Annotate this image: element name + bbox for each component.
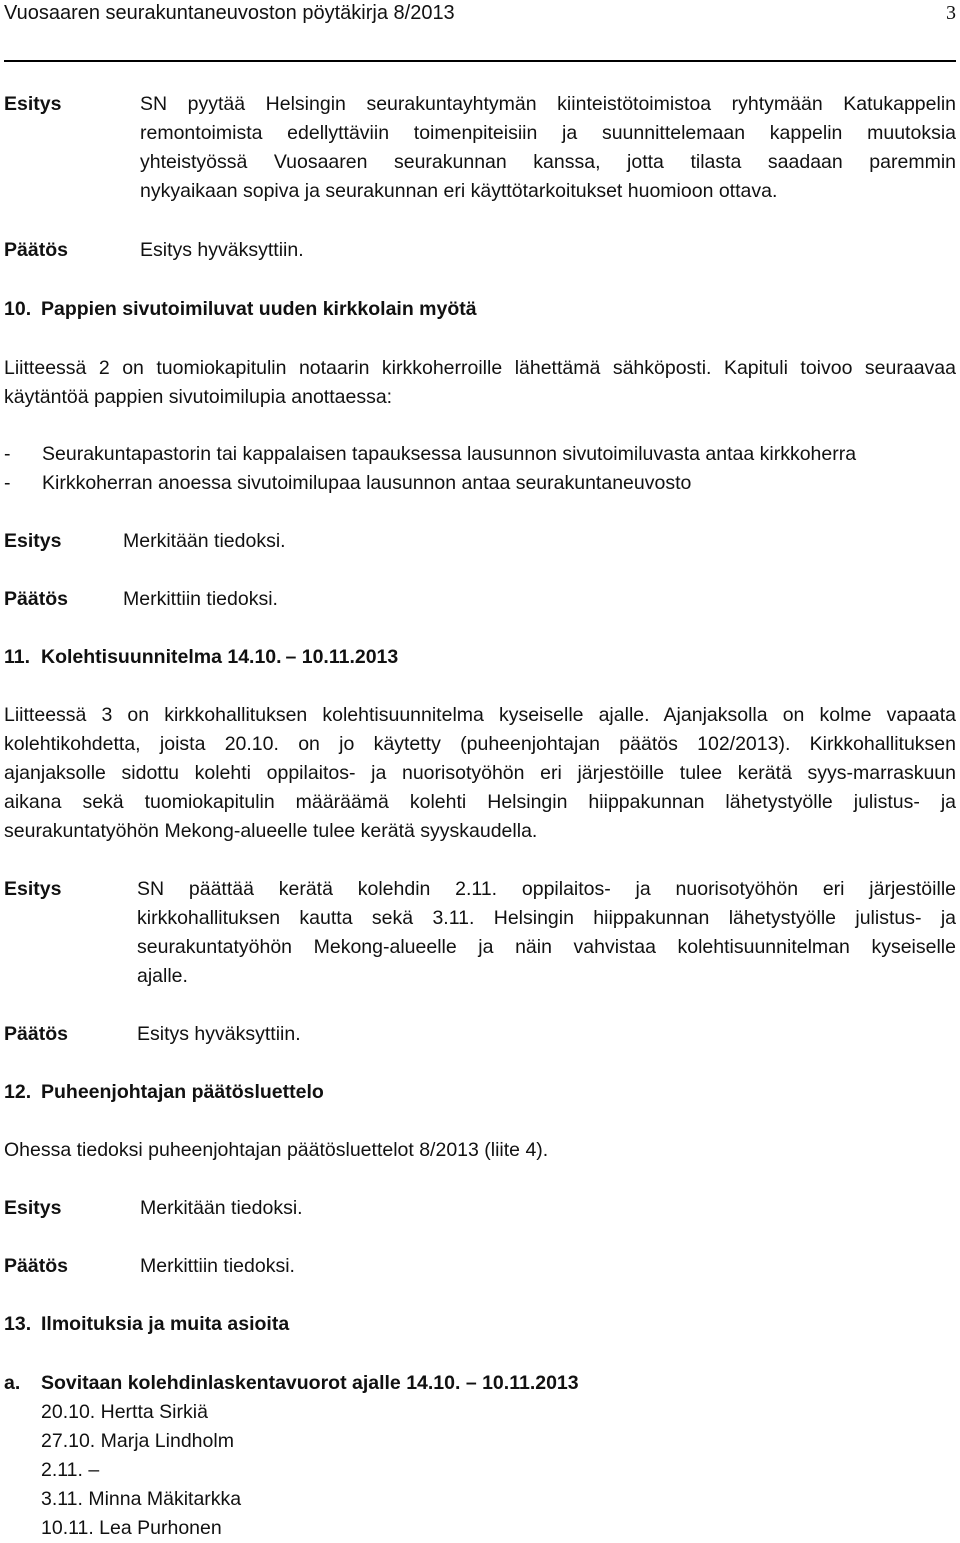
- text-line: ajanjaksolle sidottu kolehti oppilaitos- ja nuorisotyöhön eri järjestöille tulee kerätä syys-marraskuun: [4, 762, 956, 784]
- section-number: 12.: [4, 1081, 32, 1103]
- item10-paatos-text: Merkittiin tiedoksi.: [123, 588, 278, 610]
- page-header: [4, 0, 956, 40]
- subsection-letter: a.: [4, 1372, 21, 1394]
- list-item: 10.11. Lea Purhonen: [41, 1517, 222, 1539]
- esitys-label: Esitys: [4, 530, 62, 552]
- item9-paatos-text: Esitys hyväksyttiin.: [140, 239, 304, 261]
- text-line: Liitteessä 2 on tuomiokapitulin notaarin kirkkoherroille lähettämä sähköposti. Kapituli toivoo seuraavaa: [4, 357, 956, 379]
- section-heading-11: [4, 643, 398, 672]
- text-line: kirkkohallituksen kautta sekä 3.11. Helsingin hiippakunnan lähetystyölle julistus- ja: [137, 907, 956, 929]
- item11-esitys-text: [137, 875, 956, 991]
- dash-marker: -: [4, 443, 11, 465]
- text-line: aikana sekä tuomiokapitulin määräämä kolehti Helsingin hiippakunnan lähetystyölle julistus- ja: [4, 791, 956, 813]
- paatos-label: Päätös: [4, 1255, 68, 1277]
- list-item: 3.11. Minna Mäkitarkka: [41, 1488, 242, 1510]
- item12-paatos-text: Merkittiin tiedoksi.: [140, 1255, 295, 1277]
- section-title: Puheenjohtajan päätösluettelo: [41, 1081, 324, 1103]
- esitys-label: Esitys: [4, 878, 62, 900]
- text-line: kolehtikohdetta, joista 20.10. on jo käytetty (puheenjohtajan päätös 102/2013). Kirkkohallituksen: [4, 733, 956, 755]
- section-heading-13: [4, 1310, 289, 1339]
- section-title: Kolehtisuunnitelma 14.10. – 10.11.2013: [41, 646, 399, 668]
- section-number: 13.: [4, 1313, 32, 1335]
- item10-esitys-text: Merkitään tiedoksi.: [123, 530, 286, 552]
- text-line: nykyaikaan sopiva ja seurakunnan eri käyttötarkoitukset huomioon ottava.: [140, 180, 778, 202]
- counting-shift-list: [41, 1398, 541, 1543]
- item12-body: Ohessa tiedoksi puheenjohtajan päätösluettelot 8/2013 (liite 4).: [4, 1139, 549, 1161]
- paatos-label: Päätös: [4, 588, 68, 610]
- bullet-item: [4, 469, 691, 498]
- section-number: 10.: [4, 298, 32, 320]
- document-title: Vuosaaren seurakuntaneuvoston pöytäkirja 8/2013: [4, 2, 455, 24]
- item12-esitys-text: Merkitään tiedoksi.: [140, 1197, 303, 1219]
- list-item: 2.11. –: [41, 1459, 100, 1481]
- list-item: 20.10. Hertta Sirkiä: [41, 1401, 208, 1423]
- subsection-heading-a: [4, 1369, 579, 1398]
- text-line: Liitteessä 3 on kirkkohallituksen kolehtisuunnitelma kyseiselle ajalle. Ajanjaksolla on kolme vapaata: [4, 704, 956, 726]
- text-line: remontoimista edellyttäviin toimenpiteisiin ja suunnittelemaan kappelin muutoksia: [140, 122, 956, 144]
- section-heading-12: [4, 1078, 324, 1107]
- text-line: seurakuntatyöhön Mekong-alueelle ja näin vahvistaa kolehtisuunnitelman kyseiselle: [137, 936, 956, 958]
- page-number: 3: [946, 2, 956, 24]
- text-line: käytäntöä pappien sivutoimilupia anottaessa:: [4, 386, 393, 408]
- bullet-text: Kirkkoherran anoessa sivutoimilupaa lausunnon antaa seurakuntaneuvosto: [42, 472, 692, 494]
- section-title: Ilmoituksia ja muita asioita: [41, 1313, 290, 1335]
- text-line: SN päättää kerätä kolehdin 2.11. oppilaitos- ja nuorisotyöhön eri järjestöille: [137, 878, 956, 900]
- item9-esitys-text: [140, 90, 956, 206]
- item11-paatos-text: Esitys hyväksyttiin.: [137, 1023, 301, 1045]
- bullet-text: Seurakuntapastorin tai kappalaisen tapauksessa lausunnon sivutoimiluvasta antaa kirkkoherra: [42, 443, 857, 465]
- header-divider: [4, 60, 956, 62]
- list-item: 27.10. Marja Lindholm: [41, 1430, 234, 1452]
- dash-marker: -: [4, 472, 11, 494]
- section-title: Pappien sivutoimiluvat uuden kirkkolain myötä: [41, 298, 477, 320]
- text-line: yhteistyössä Vuosaaren seurakunnan kanssa, jotta tilasta saadaan paremmin: [140, 151, 956, 173]
- text-line: seurakuntatyöhön Mekong-alueelle tulee kerätä syyskaudella.: [4, 820, 538, 842]
- section-heading-10: [4, 295, 477, 324]
- bullet-item: [4, 440, 856, 469]
- paatos-label: Päätös: [4, 239, 68, 261]
- text-line: SN pyytää Helsingin seurakuntayhtymän kiinteistötoimistoa ryhtymään Katukappelin: [140, 93, 956, 115]
- item11-body: [4, 701, 956, 846]
- esitys-label: Esitys: [4, 1197, 62, 1219]
- esitys-label: Esitys: [4, 93, 62, 115]
- paatos-label: Päätös: [4, 1023, 68, 1045]
- subsection-title: Sovitaan kolehdinlaskentavuorot ajalle 14.10. – 10.11.2013: [41, 1372, 579, 1394]
- section-number: 11.: [4, 646, 31, 668]
- text-line: ajalle.: [137, 965, 188, 987]
- item10-body: [4, 354, 956, 412]
